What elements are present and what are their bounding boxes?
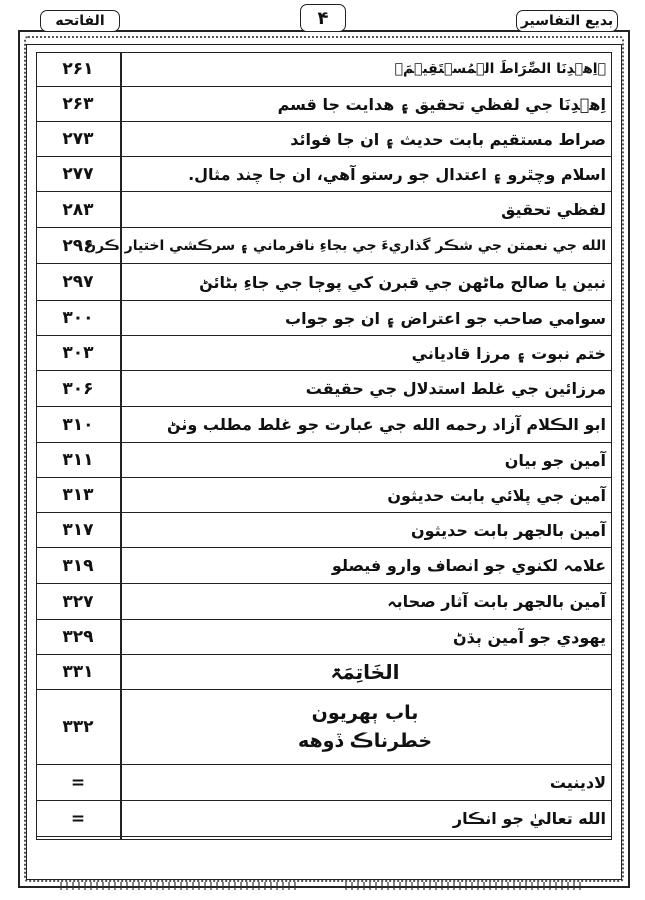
toc-page-number: ۳۱۰ xyxy=(62,414,94,435)
toc-title: آمين جو بيان xyxy=(504,450,606,470)
toc-page-number: ۳۱۳ xyxy=(62,485,94,505)
toc-row xyxy=(36,620,612,655)
page-number: ۴ xyxy=(300,4,346,32)
toc-page-number: ۳۱۱ xyxy=(62,450,94,470)
chapter-title: باب ٻهريون xyxy=(311,702,419,724)
toc-page-number: ۲۶۱ xyxy=(62,59,94,79)
toc-page-number: ۲۶۳ xyxy=(62,94,94,114)
toc-page-number: ۳۳۱ xyxy=(62,662,94,682)
toc-page-number: ۳۳۲ xyxy=(62,717,94,737)
toc-row xyxy=(36,548,612,584)
toc-title: آمين جي پلائي بابت حديثون xyxy=(387,485,606,505)
toc-title: يهودي جو آمين ٻڌڻ xyxy=(453,627,606,647)
toc-page-number: ۳۲۹ xyxy=(62,627,94,647)
toc-title: ﴿اِهۡدِنَا الصِّرَاطَ الۡمُسۡتَقِيۡمَ﴾ xyxy=(394,61,606,77)
toc-title: سوامي صاحب جو اعتراض ۽ ان جو جواب xyxy=(285,308,606,328)
toc-title: اسلام وچٿرو ۽ اعتدال جو رستو آهي، ان جا چند مثال. xyxy=(188,164,606,184)
toc-page-number: ۳۲۷ xyxy=(62,591,94,612)
toc-title: الله جي نعمتن جي شڪر گذاريءَ جي بجاءِ نافرماني ۽ سرڪشي اختيار ڪرڻ xyxy=(84,237,606,254)
toc-row xyxy=(36,513,612,548)
toc-row xyxy=(36,765,612,801)
surah-label: الفاتحه xyxy=(40,10,120,32)
toc-title: الله تعاليٰ جو انڪار xyxy=(452,809,606,828)
toc-section-heading: الخَاتِمَۃ xyxy=(330,660,400,684)
toc-title: مرزائين جي غلط استدلال جي حقيقت xyxy=(305,379,606,398)
toc-row xyxy=(36,690,612,765)
toc-page-number: ۲۹۶ xyxy=(62,235,94,256)
toc-row xyxy=(36,157,612,192)
toc-row xyxy=(36,336,612,371)
chapter-subtitle: خطرناڪ ڏوهه xyxy=(297,730,433,752)
toc-page-number: ۲۷۳ xyxy=(62,129,94,149)
toc-row xyxy=(36,264,612,301)
toc-page-number: ۲۸۳ xyxy=(62,199,94,220)
toc-page-number: ۳۰۰ xyxy=(62,308,94,328)
toc-page-number: ۲۷۷ xyxy=(62,164,94,184)
toc-title: اِهۡدِنَا جي لفظي تحقيق ۽ هدايت جا قسم xyxy=(277,94,606,114)
toc-row xyxy=(36,122,612,157)
toc-title: ابو الڪلام آزاد رحمه الله جي عبارت جو غلط مطلب وٺڻ xyxy=(167,415,606,434)
toc-row xyxy=(36,228,612,264)
toc-title: علامہ لکنوي جو انصاف وارو فيصلو xyxy=(331,556,606,575)
toc-title: آمين بالجهر بابت آثار صحابہ xyxy=(387,592,606,611)
bottom-ornament xyxy=(60,882,300,890)
toc-page-number: = xyxy=(70,772,86,793)
toc-title: صراط مستقيم بابت حديث ۽ ان جا فوائد xyxy=(290,129,606,149)
bottom-ornament xyxy=(345,882,585,890)
toc-title: لفظي تحقيق xyxy=(501,200,606,219)
toc-row xyxy=(36,655,612,690)
toc-row xyxy=(36,52,612,87)
toc-page-number: ۳۱۹ xyxy=(62,555,94,576)
toc-page-number: ۳۰۶ xyxy=(62,378,94,399)
toc-page-number: ۳۰۳ xyxy=(62,343,94,363)
toc-row xyxy=(36,371,612,407)
toc-row xyxy=(36,301,612,336)
toc-page-number: ۲۹۷ xyxy=(62,272,94,292)
toc-row xyxy=(36,87,612,122)
toc-page-number: = xyxy=(70,808,86,829)
toc-row xyxy=(36,192,612,228)
toc-row xyxy=(36,801,612,837)
toc-row xyxy=(36,478,612,513)
toc-title: ختم نبوت ۽ مرزا قادياني xyxy=(411,343,606,363)
book-title: بديع التفاسير xyxy=(516,10,618,32)
toc-title: آمين بالجهر بابت حديثون xyxy=(410,520,606,540)
toc-page-number: ۳۱۷ xyxy=(62,520,94,540)
toc-title: لادينيت xyxy=(549,773,606,792)
toc-row xyxy=(36,407,612,443)
toc-row xyxy=(36,584,612,620)
toc-chapter-heading xyxy=(124,690,606,764)
toc-row xyxy=(36,443,612,478)
toc-title: نبين يا صالح ماڻهن جي قبرن کي پوڄا جي جاءِ بڻائڻ xyxy=(199,272,606,292)
